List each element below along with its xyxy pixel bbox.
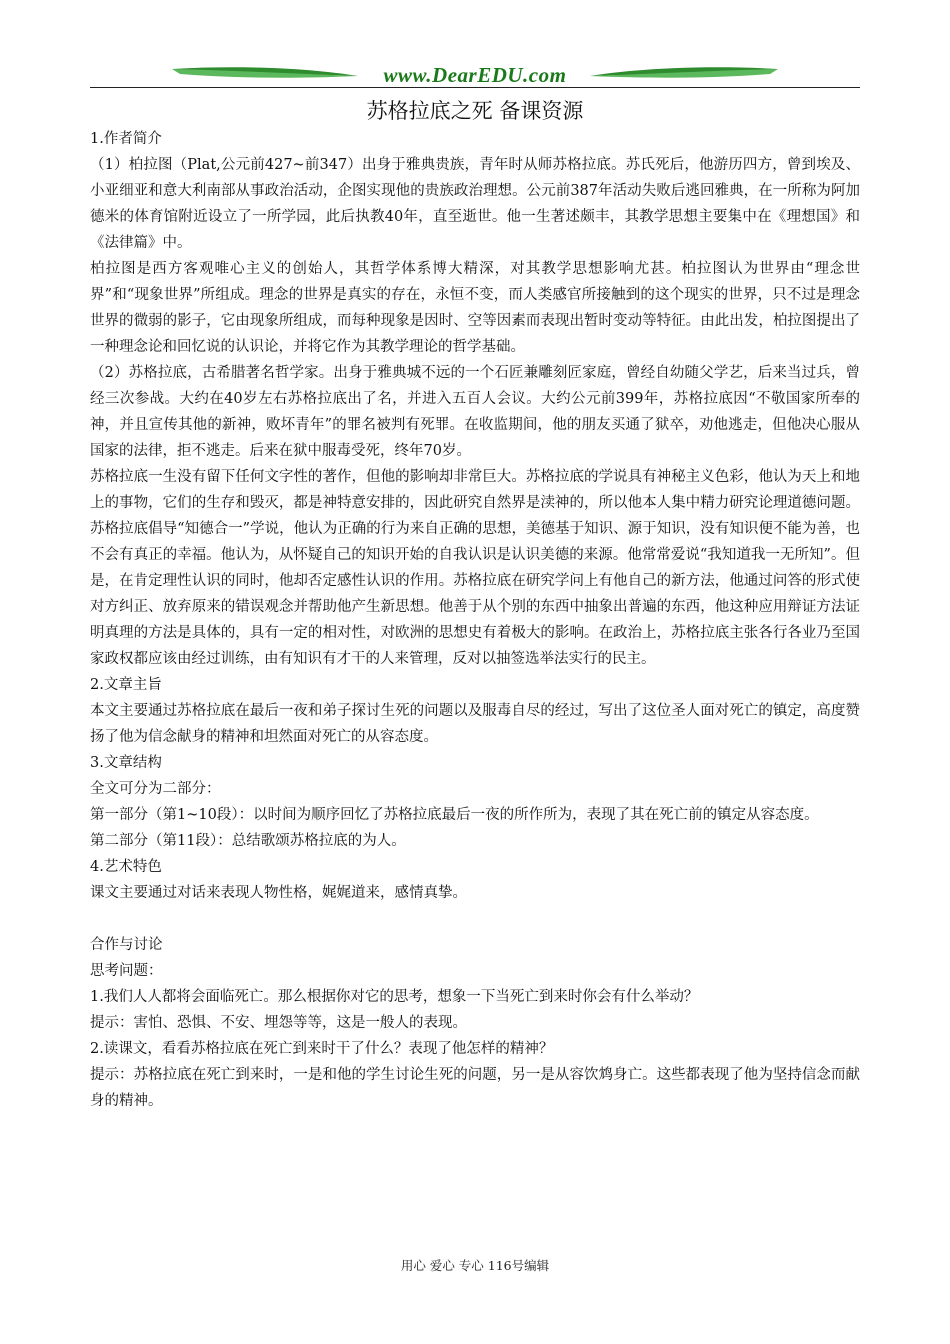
paragraph-questions-label: 思考问题： [90,963,163,979]
dearedu-logo [90,60,860,90]
section-heading-theme: 2.文章主旨 [90,677,162,693]
paragraph-theme: 本文主要通过苏格拉底在最后一夜和弟子探讨生死的问题以及服毒自尽的经过，写出了这位圣人面对死亡的镇定，高度赞扬了他为信念献身的精神和坦然面对死亡的从容态度。 [90,703,860,745]
section-heading-discussion: 合作与讨论 [90,937,163,953]
page-header [90,60,860,92]
paragraph-plato-philosophy: 柏拉图是西方客观唯心主义的创始人，其哲学体系博大精深，对其教学思想影响尤甚。柏拉图认为世界由“理念世界”和“现象世界”所组成。理念的世界是真实的存在，永恒不变，而人类感官所接触到的这个现实的世界，只不过是理念世界的微弱的影子，它由现象所组成，而每种现象是因时、空等因素而表现出暂时变动等特征。由此出发，柏拉图提出了一种理念论和回忆说的认识论，并将它作为其教学理论的哲学基础。 [90,261,860,355]
paragraph-structure-part1: 第一部分（第1~10段）：以时间为顺序回忆了苏格拉底最后一夜的所作所为，表现了其在死亡前的镇定从容态度。 [90,807,819,823]
document-title: 苏格拉底之死 备课资源 [366,99,584,123]
paragraph-plato-bio: （1）柏拉图（Plat,公元前427~前347）出身于雅典贵族，青年时从师苏格拉底。苏氏死后，他游历四方，曾到埃及、小亚细亚和意大利南部从事政治活动，企图实现他的贵族政治理想。公元前387年活动失败后逃回雅典，在一所称为阿加德米的体育馆附近设立了一所学园，此后执教40年，直至逝世。他一生著述颇丰，其教学思想主要集中在《理想国》和《法律篇》中。 [90,157,860,251]
document-body [90,126,860,1114]
paragraph-socrates-bio: （2）苏格拉底，古希腊著名哲学家。出身于雅典城不远的一个石匠兼雕刻匠家庭，曾经自幼随父学艺，后来当过兵，曾经三次参战。大约在40岁左右苏格拉底出了名，并进入五百人会议。大约公元前399年，苏格拉底因“不敬国家所奉的神，并且宣传其他的新神，败坏青年”的罪名被判有死罪。在收监期间，他的朋友买通了狱卒，劝他逃走，但他决心服从国家的法律，拒不逃走。后来在狱中服毒受死，终年70岁。 [90,365,860,459]
paragraph-structure-intro: 全文可分为二部分： [90,781,221,797]
blank-line [90,906,860,932]
paragraph-question-2: 2.读课文，看看苏格拉底在死亡到来时干了什么？表现了他怎样的精神？ [90,1041,554,1057]
logo-text: www.DearEDU.com [383,63,567,87]
paragraph-art: 课文主要通过对话来表现人物性格，娓娓道来，感情真挚。 [90,885,467,901]
paragraph-question-1: 1.我们人人都将会面临死亡。那么根据你对它的思考，想象一下当死亡到来时你会有什么举动？ [90,989,699,1005]
section-heading-structure: 3.文章结构 [90,755,162,771]
paragraph-socrates-thought: 苏格拉底一生没有留下任何文字性的著作，但他的影响却非常巨大。苏格拉底的学说具有神秘主义色彩，他认为天上和地上的事物，它们的生存和毁灭，都是神特意安排的，因此研究自然界是渎神的，所以他本人集中精力研究论理道德问题。苏格拉底倡导“知德合一”学说，他认为正确的行为来自正确的思想，美德基于知识、源于知识，没有知识便不能为善，也不会有真正的幸福。他认为，从怀疑自己的知识开始的自我认识是认识美德的来源。他常常爱说“我知道我一无所知”。但是，在肯定理性认识的同时，他却否定感性认识的作用。苏格拉底在研究学问上有他自己的新方法，他通过问答的形式使对方纠正、放弃原来的错误观念并帮助他产生新思想。他善于从个别的东西中抽象出普遍的东西，他这种应用辩证方法证明真理的方法是具体的，具有一定的相对性，对欧洲的思想史有着极大的影响。在政治上，苏格拉底主张各行各业乃至国家政权都应该由经过训练，由有知识有才干的人来管理，反对以抽签选举法实行的民主。 [90,469,860,667]
header-rule [90,87,860,88]
paragraph-hint-2: 提示：苏格拉底在死亡到来时，一是和他的学生讨论生死的问题，另一是从容饮鸩身亡。这些都表现了他为坚持信念而献身的精神。 [90,1067,860,1109]
paragraph-hint-1: 提示：害怕、恐惧、不安、埋怨等等，这是一般人的表现。 [90,1015,467,1031]
page-footer: 用心 爱心 专心 116号编辑 [400,1258,550,1273]
paragraph-structure-part2: 第二部分（第11段）：总结歌颂苏格拉底的为人。 [90,833,406,849]
section-heading-art: 4.艺术特色 [90,859,162,875]
section-heading-author: 1.作者简介 [90,131,162,147]
